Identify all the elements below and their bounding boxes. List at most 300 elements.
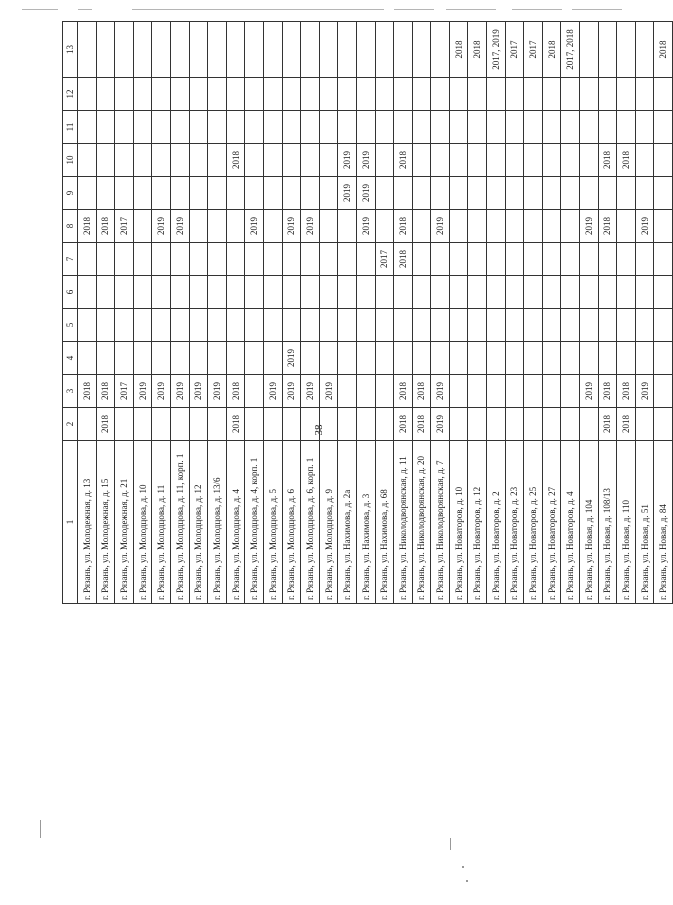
year-cell	[356, 276, 375, 309]
year-cell	[598, 342, 617, 375]
year-cell	[487, 309, 506, 342]
year-cell: 2019	[635, 375, 654, 408]
year-cell	[338, 22, 357, 78]
year-cell	[356, 22, 375, 78]
year-cell	[617, 342, 636, 375]
year-cell	[189, 22, 208, 78]
table-row	[189, 22, 208, 604]
year-cell	[152, 22, 171, 78]
address-cell: г. Рязань, ул. Молодцова, д. 10	[133, 441, 152, 604]
year-cell	[598, 243, 617, 276]
column-header: 5	[63, 309, 78, 342]
year-cell	[282, 78, 301, 111]
year-cell	[505, 177, 524, 210]
year-cell	[468, 408, 487, 441]
year-cell	[133, 210, 152, 243]
year-cell	[189, 243, 208, 276]
table-row	[356, 22, 375, 604]
year-cell	[96, 111, 115, 144]
year-cell	[338, 210, 357, 243]
year-cell: 2018	[598, 144, 617, 177]
year-cell	[524, 375, 543, 408]
year-cell	[654, 210, 673, 243]
year-cell	[245, 309, 264, 342]
year-cell	[635, 309, 654, 342]
year-cell	[356, 408, 375, 441]
year-cell	[282, 177, 301, 210]
year-cell	[263, 111, 282, 144]
year-cell	[226, 309, 245, 342]
year-cell	[263, 144, 282, 177]
year-cell	[356, 78, 375, 111]
year-cell	[468, 78, 487, 111]
year-cell	[152, 144, 171, 177]
year-cell	[263, 177, 282, 210]
table-row	[245, 22, 264, 604]
year-cell	[115, 243, 134, 276]
year-cell	[431, 144, 450, 177]
year-cell	[412, 144, 431, 177]
year-cell	[282, 111, 301, 144]
table-row	[282, 22, 301, 604]
address-cell: г. Рязань, ул. Новаторов, д. 23	[505, 441, 524, 604]
year-cell	[561, 408, 580, 441]
year-cell: 2019	[152, 210, 171, 243]
year-cell	[561, 309, 580, 342]
year-cell	[152, 276, 171, 309]
address-cell: г. Рязань, ул. Новаторов, д. 27	[542, 441, 561, 604]
year-cell	[654, 375, 673, 408]
year-cell	[208, 276, 227, 309]
year-cell	[449, 243, 468, 276]
year-cell	[375, 144, 394, 177]
year-cell	[115, 177, 134, 210]
year-cell	[170, 78, 189, 111]
year-cell	[152, 342, 171, 375]
table-row	[170, 22, 189, 604]
year-cell: 2019	[245, 210, 264, 243]
year-cell	[394, 78, 413, 111]
year-cell: 2019	[208, 375, 227, 408]
year-cell	[208, 177, 227, 210]
year-cell	[580, 111, 599, 144]
year-cell	[133, 78, 152, 111]
year-cell	[356, 309, 375, 342]
year-cell	[412, 309, 431, 342]
year-cell	[524, 342, 543, 375]
year-cell	[598, 22, 617, 78]
year-cell: 2019	[170, 210, 189, 243]
year-cell	[412, 243, 431, 276]
year-cell	[561, 276, 580, 309]
year-cell	[245, 78, 264, 111]
year-cell	[505, 243, 524, 276]
year-cell	[338, 408, 357, 441]
table-row	[598, 22, 617, 604]
table-row	[115, 22, 134, 604]
year-cell	[338, 78, 357, 111]
year-cell	[505, 309, 524, 342]
year-cell	[524, 408, 543, 441]
year-cell	[412, 342, 431, 375]
year-cell	[635, 276, 654, 309]
year-cell	[580, 408, 599, 441]
year-cell: 2018	[78, 210, 97, 243]
year-cell	[505, 144, 524, 177]
year-cell	[412, 210, 431, 243]
year-cell	[282, 408, 301, 441]
year-cell: 2018	[412, 375, 431, 408]
year-cell	[468, 111, 487, 144]
year-cell	[487, 408, 506, 441]
year-cell: 2019	[282, 375, 301, 408]
year-cell	[580, 144, 599, 177]
year-cell	[245, 111, 264, 144]
year-cell: 2018	[617, 408, 636, 441]
year-cell: 2019	[431, 408, 450, 441]
year-cell: 2018	[598, 375, 617, 408]
table-row	[449, 22, 468, 604]
year-cell	[226, 210, 245, 243]
scan-dot	[466, 880, 468, 882]
year-cell: 2019	[356, 210, 375, 243]
year-cell	[189, 78, 208, 111]
year-cell	[78, 22, 97, 78]
year-cell: 2019	[356, 144, 375, 177]
year-cell	[152, 177, 171, 210]
year-cell	[449, 375, 468, 408]
year-cell	[152, 309, 171, 342]
year-cell	[226, 342, 245, 375]
year-cell: 2017	[524, 22, 543, 78]
year-cell	[580, 309, 599, 342]
address-cell: г. Рязань, ул. Молодцова, д. 12	[189, 441, 208, 604]
year-cell	[468, 210, 487, 243]
year-cell: 2019	[189, 375, 208, 408]
year-cell	[319, 408, 338, 441]
year-cell	[338, 276, 357, 309]
year-cell	[524, 144, 543, 177]
year-cell	[617, 309, 636, 342]
year-cell	[208, 111, 227, 144]
address-cell: г. Рязань, ул. Новаторов, д. 10	[449, 441, 468, 604]
year-cell	[319, 78, 338, 111]
year-cell	[226, 177, 245, 210]
year-cell: 2019	[263, 375, 282, 408]
year-cell	[96, 144, 115, 177]
year-cell	[356, 342, 375, 375]
year-cell	[635, 408, 654, 441]
year-cell	[449, 210, 468, 243]
year-cell: 2019	[282, 342, 301, 375]
rotated-table-wrapper	[62, 29, 673, 604]
year-cell	[263, 22, 282, 78]
year-cell	[375, 78, 394, 111]
address-cell: г. Рязань, ул. Нахимова, д. 3	[356, 441, 375, 604]
year-cell	[468, 144, 487, 177]
address-cell: г. Рязань, ул. Нахимова, д. 68	[375, 441, 394, 604]
table-row	[301, 22, 320, 604]
year-cell	[561, 342, 580, 375]
year-cell	[449, 177, 468, 210]
year-cell	[394, 309, 413, 342]
year-cell	[580, 276, 599, 309]
year-cell	[524, 276, 543, 309]
year-cell	[580, 243, 599, 276]
year-cell	[598, 309, 617, 342]
year-cell	[449, 144, 468, 177]
column-header: 2	[63, 408, 78, 441]
year-cell	[208, 210, 227, 243]
year-cell	[542, 111, 561, 144]
table-row	[96, 22, 115, 604]
year-cell: 2018	[96, 375, 115, 408]
year-cell	[617, 210, 636, 243]
year-cell	[115, 276, 134, 309]
year-cell	[431, 22, 450, 78]
year-cell	[561, 375, 580, 408]
column-header: 8	[63, 210, 78, 243]
year-cell	[301, 144, 320, 177]
year-cell	[431, 342, 450, 375]
year-cell	[189, 111, 208, 144]
year-cell	[78, 111, 97, 144]
year-cell	[524, 210, 543, 243]
year-cell: 2018	[394, 408, 413, 441]
year-cell	[263, 210, 282, 243]
year-cell: 2018	[617, 375, 636, 408]
year-cell	[96, 309, 115, 342]
column-header: 13	[63, 22, 78, 78]
scan-dot	[462, 866, 464, 868]
year-cell	[356, 243, 375, 276]
year-cell	[96, 276, 115, 309]
year-cell	[542, 408, 561, 441]
year-cell	[152, 111, 171, 144]
year-cell	[115, 144, 134, 177]
scan-header-artifact	[22, 6, 622, 12]
year-cell: 2019	[580, 210, 599, 243]
year-cell	[301, 309, 320, 342]
year-cell	[133, 408, 152, 441]
year-cell	[505, 111, 524, 144]
year-cell	[598, 177, 617, 210]
year-cell	[338, 309, 357, 342]
year-cell	[115, 309, 134, 342]
year-cell	[542, 276, 561, 309]
year-cell	[375, 276, 394, 309]
year-cell	[375, 177, 394, 210]
year-cell: 2018	[394, 375, 413, 408]
year-cell	[189, 408, 208, 441]
year-cell	[115, 111, 134, 144]
table-row	[542, 22, 561, 604]
year-cell	[96, 22, 115, 78]
year-cell	[189, 144, 208, 177]
year-cell	[505, 342, 524, 375]
year-cell	[189, 309, 208, 342]
year-cell: 2018	[394, 144, 413, 177]
year-cell	[561, 177, 580, 210]
year-cell: 2017, 2018	[561, 22, 580, 78]
address-cell: г. Рязань, ул. Новая, д. 104	[580, 441, 599, 604]
year-cell	[635, 78, 654, 111]
address-cell: г. Рязань, ул. Новаторов, д. 12	[468, 441, 487, 604]
year-cell	[338, 375, 357, 408]
year-cell: 2018	[617, 144, 636, 177]
year-cell	[505, 210, 524, 243]
year-cell	[96, 342, 115, 375]
year-cell	[487, 342, 506, 375]
year-cell	[394, 342, 413, 375]
column-header: 3	[63, 375, 78, 408]
year-cell	[263, 276, 282, 309]
year-cell	[319, 144, 338, 177]
year-cell	[617, 177, 636, 210]
year-cell	[431, 78, 450, 111]
address-cell: г. Рязань, ул. Нахимова, д. 2а	[338, 441, 357, 604]
year-cell	[263, 408, 282, 441]
year-cell	[115, 342, 134, 375]
year-cell	[542, 342, 561, 375]
year-cell	[635, 111, 654, 144]
year-cell	[375, 22, 394, 78]
year-cell	[170, 177, 189, 210]
year-cell	[654, 144, 673, 177]
year-cell	[580, 22, 599, 78]
year-cell	[170, 309, 189, 342]
year-cell	[654, 276, 673, 309]
year-cell	[115, 408, 134, 441]
year-cell	[152, 408, 171, 441]
year-cell: 2018	[542, 22, 561, 78]
table-row	[505, 22, 524, 604]
year-cell	[580, 78, 599, 111]
year-cell	[319, 111, 338, 144]
year-cell	[580, 177, 599, 210]
year-cell	[189, 342, 208, 375]
table-row	[580, 22, 599, 604]
year-cell	[542, 177, 561, 210]
year-cell: 2019	[282, 210, 301, 243]
address-cell: г. Рязань, ул. Молодцова, д. 6	[282, 441, 301, 604]
year-cell	[412, 177, 431, 210]
year-cell: 2018	[226, 144, 245, 177]
table-row	[635, 22, 654, 604]
year-cell	[115, 78, 134, 111]
year-cell: 2018	[96, 210, 115, 243]
year-cell	[133, 111, 152, 144]
year-cell	[319, 22, 338, 78]
address-cell: г. Рязань, ул. Молодцова, д. 11, корп. 1	[170, 441, 189, 604]
year-cell	[561, 243, 580, 276]
column-header: 12	[63, 78, 78, 111]
year-cell	[78, 243, 97, 276]
year-cell	[412, 111, 431, 144]
address-cell: г. Рязань, ул. Новая, д. 51	[635, 441, 654, 604]
year-cell	[301, 78, 320, 111]
year-cell	[301, 342, 320, 375]
year-cell	[654, 111, 673, 144]
year-cell	[282, 243, 301, 276]
year-cell	[78, 342, 97, 375]
year-cell	[356, 375, 375, 408]
year-cell	[189, 210, 208, 243]
year-cell: 2018	[96, 408, 115, 441]
year-cell	[598, 276, 617, 309]
year-cell	[301, 177, 320, 210]
table-row	[617, 22, 636, 604]
year-cell	[654, 78, 673, 111]
year-cell	[654, 408, 673, 441]
year-cell	[245, 276, 264, 309]
year-cell	[561, 210, 580, 243]
year-cell	[524, 111, 543, 144]
year-cell	[152, 78, 171, 111]
year-cell	[468, 243, 487, 276]
year-cell	[487, 375, 506, 408]
table-row	[133, 22, 152, 604]
year-cell	[208, 144, 227, 177]
year-cell	[208, 342, 227, 375]
year-cell	[208, 243, 227, 276]
year-cell	[78, 408, 97, 441]
table-row	[431, 22, 450, 604]
address-cell: г. Рязань, ул. Молодежная, д. 13	[78, 441, 97, 604]
schedule-table	[62, 21, 673, 604]
table-row	[654, 22, 673, 604]
year-cell	[301, 111, 320, 144]
year-cell	[226, 22, 245, 78]
year-cell: 2018	[226, 408, 245, 441]
year-cell	[133, 309, 152, 342]
year-cell	[468, 309, 487, 342]
year-cell	[654, 177, 673, 210]
year-cell	[245, 375, 264, 408]
year-cell	[635, 243, 654, 276]
year-cell	[133, 342, 152, 375]
year-cell	[580, 342, 599, 375]
year-cell: 2018	[598, 210, 617, 243]
year-cell: 2018	[394, 243, 413, 276]
table-row	[226, 22, 245, 604]
address-cell: г. Рязань, ул. Молодцова, д. 6, корп. 1	[301, 441, 320, 604]
table-row	[487, 22, 506, 604]
year-cell	[170, 22, 189, 78]
year-cell	[449, 309, 468, 342]
year-cell	[319, 177, 338, 210]
year-cell	[487, 78, 506, 111]
year-cell	[245, 342, 264, 375]
year-cell	[338, 243, 357, 276]
year-cell	[245, 144, 264, 177]
year-cell	[319, 276, 338, 309]
year-cell	[561, 111, 580, 144]
year-cell	[412, 78, 431, 111]
year-cell: 2019	[431, 210, 450, 243]
address-cell: г. Рязань, ул. Новая, д. 84	[654, 441, 673, 604]
year-cell	[654, 342, 673, 375]
year-cell	[78, 309, 97, 342]
column-header: 4	[63, 342, 78, 375]
year-cell	[449, 342, 468, 375]
address-cell: г. Рязань, ул. Молодцова, д. 9	[319, 441, 338, 604]
year-cell	[431, 276, 450, 309]
year-cell	[189, 276, 208, 309]
year-cell	[319, 243, 338, 276]
year-cell	[301, 22, 320, 78]
year-cell	[561, 78, 580, 111]
